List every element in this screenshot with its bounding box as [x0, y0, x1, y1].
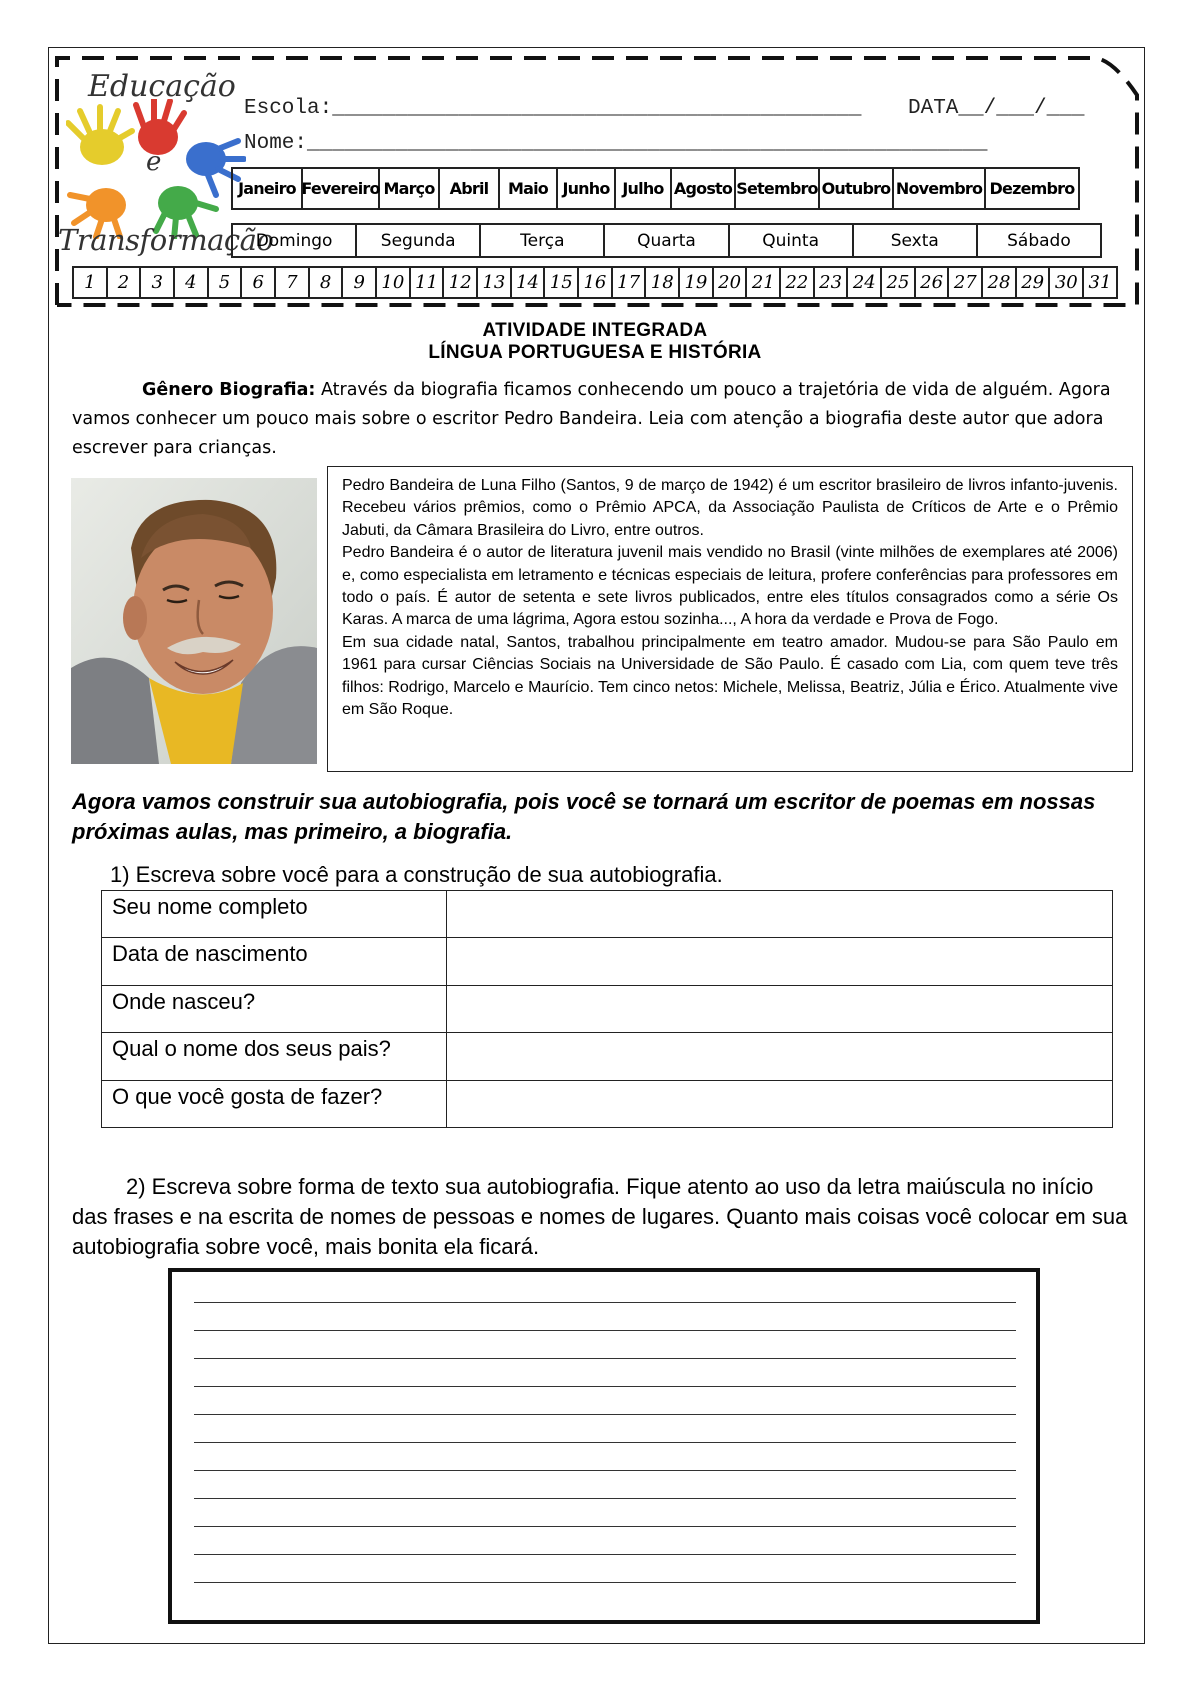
- day-cell[interactable]: 12: [444, 268, 478, 297]
- writing-line: [194, 1358, 1016, 1359]
- day-cell[interactable]: 28: [983, 268, 1017, 297]
- month-cell[interactable]: Janeiro: [233, 169, 303, 208]
- writing-line: [194, 1414, 1016, 1415]
- author-portrait-icon: [71, 478, 317, 764]
- intro-paragraph: [72, 376, 1118, 463]
- writing-line: [194, 1442, 1016, 1443]
- writing-line: [194, 1582, 1016, 1583]
- day-cell[interactable]: 22: [781, 268, 815, 297]
- day-cell[interactable]: 29: [1017, 268, 1051, 297]
- weekday-cell[interactable]: Terça: [481, 225, 605, 256]
- answer-cell[interactable]: [447, 1080, 1113, 1127]
- author-photo: [71, 478, 317, 764]
- day-cell[interactable]: 19: [680, 268, 714, 297]
- day-cell[interactable]: 26: [916, 268, 950, 297]
- day-cell[interactable]: 17: [613, 268, 647, 297]
- writing-line: [194, 1498, 1016, 1499]
- day-cell[interactable]: 24: [848, 268, 882, 297]
- weekdays-row: [231, 223, 1102, 258]
- day-cell[interactable]: 5: [209, 268, 243, 297]
- row-label: Data de nascimento: [102, 938, 447, 985]
- escola-label: Escola:: [244, 97, 333, 120]
- activity-title: ATIVIDADE INTEGRADA: [482, 320, 708, 341]
- call-to-action: Agora vamos construir sua autobiografia, pois você se tornará um escritor de poemas em nossas próximas aulas, mas primeiro, a biografia.: [72, 789, 1096, 844]
- row-label: Seu nome completo: [102, 891, 447, 938]
- nome-blank: ______________________________________________________: [307, 132, 988, 155]
- writing-line: [194, 1386, 1016, 1387]
- intro-label: Gênero Biografia:: [142, 380, 316, 400]
- month-cell[interactable]: Junho: [558, 169, 616, 208]
- day-cell[interactable]: 25: [882, 268, 916, 297]
- answer-cell[interactable]: [447, 891, 1113, 938]
- question-2: [72, 1172, 1132, 1262]
- writing-line: [194, 1470, 1016, 1471]
- day-cell[interactable]: 27: [949, 268, 983, 297]
- logo-text-top: Educação: [88, 69, 236, 104]
- days-row: [72, 266, 1118, 299]
- table-row: [102, 1080, 1113, 1127]
- day-cell[interactable]: 8: [310, 268, 344, 297]
- answer-table: [101, 890, 1113, 1128]
- day-cell[interactable]: 13: [478, 268, 512, 297]
- writing-line: [194, 1302, 1016, 1303]
- row-label: O que você gosta de fazer?: [102, 1080, 447, 1127]
- question-1: 1) Escreva sobre você para a construção de sua autobiografia.: [110, 862, 723, 887]
- day-cell[interactable]: 7: [276, 268, 310, 297]
- writing-box[interactable]: [168, 1268, 1040, 1624]
- weekday-cell[interactable]: Domingo: [233, 225, 357, 256]
- header-box: [54, 55, 1140, 307]
- month-cell[interactable]: Novembro: [894, 169, 986, 208]
- row-label: Onde nasceu?: [102, 985, 447, 1032]
- month-cell[interactable]: Agosto: [672, 169, 736, 208]
- bio-paragraph: Pedro Bandeira de Luna Filho (Santos, 9 de março de 1942) é um escritor brasileiro de livros infanto-juvenis. Recebeu vários prêmios, como o Prêmio APCA, da Associação Paulista de Críticos de Arte e o Prêmio Jabuti, da Câmara Brasileira do Livro, entre outros.: [342, 477, 1118, 539]
- day-cell[interactable]: 18: [646, 268, 680, 297]
- month-cell[interactable]: Abril: [440, 169, 500, 208]
- day-cell[interactable]: 14: [512, 268, 546, 297]
- day-cell[interactable]: 4: [175, 268, 209, 297]
- writing-line: [194, 1554, 1016, 1555]
- weekday-cell[interactable]: Segunda: [357, 225, 481, 256]
- nome-label: Nome:: [244, 132, 308, 155]
- bio-paragraph: Pedro Bandeira é o autor de literatura juvenil mais vendido no Brasil (vinte milhões de exemplares até 2006) e, como especialista em letramento e técnicas especiais de leitura, profere conferências para professores em todo o país. É autor de setenta e sete livros publicados, entre eles títulos consagrados como a série Os Karas. A marca de uma lágrima, Agora estou sozinha..., A hora da verdade e Prova de Fogo.: [342, 544, 1118, 629]
- month-cell[interactable]: Março: [380, 169, 440, 208]
- day-cell[interactable]: 3: [141, 268, 175, 297]
- month-cell[interactable]: Dezembro: [989, 179, 1075, 198]
- day-cell[interactable]: 15: [545, 268, 579, 297]
- month-cell[interactable]: Fevereiro: [303, 169, 380, 208]
- weekday-cell[interactable]: Sábado: [1007, 230, 1071, 251]
- weekday-cell[interactable]: Sexta: [854, 225, 978, 256]
- day-cell[interactable]: 9: [343, 268, 377, 297]
- bio-paragraph: Em sua cidade natal, Santos, trabalhou principalmente em teatro amador. Mudou-se para São Paulo em 1961 para cursar Ciências Sociais na Universidade de São Paulo. É casado com Lia, com quem teve três filhos: Rodrigo, Marcelo e Maurício. Tem cinco netos: Michele, Melissa, Beatriz, Júlia e Érico. Atualmente vive em São Roque.: [342, 633, 1118, 719]
- month-cell[interactable]: Outubro: [820, 169, 894, 208]
- answer-cell[interactable]: [447, 985, 1113, 1032]
- day-cell[interactable]: 6: [242, 268, 276, 297]
- months-row: [231, 167, 1080, 210]
- nome-field[interactable]: [244, 132, 988, 155]
- escola-blank: __________________________________________: [332, 97, 862, 120]
- escola-field[interactable]: [244, 97, 862, 120]
- writing-line: [194, 1526, 1016, 1527]
- intro-text: Através da biografia ficamos conhecendo um pouco a trajetória de vida de alguém. Agora vamos conhecer um pouco mais sobre o escritor Pedro Bandeira. Leia com atenção a biografia deste autor que adora escrever para crianças.: [72, 380, 1111, 458]
- table-row: [102, 1033, 1113, 1080]
- writing-line: [194, 1330, 1016, 1331]
- month-cell[interactable]: Maio: [500, 169, 558, 208]
- day-cell[interactable]: 23: [815, 268, 849, 297]
- weekday-cell[interactable]: Quarta: [605, 225, 729, 256]
- month-cell[interactable]: Julho: [616, 169, 672, 208]
- day-cell[interactable]: 31: [1088, 272, 1112, 293]
- day-cell[interactable]: 1: [74, 268, 108, 297]
- weekday-cell[interactable]: Quinta: [730, 225, 854, 256]
- day-cell[interactable]: 11: [411, 268, 445, 297]
- day-cell[interactable]: 20: [714, 268, 748, 297]
- table-row: [102, 985, 1113, 1032]
- question-2-text: 2) Escreva sobre forma de texto sua autobiografia. Fique atento ao uso da letra maiúscula no início das frases e na escrita de nomes de pessoas e nomes de lugares. Quanto mais coisas você colocar em sua autobiografia sobre você, mais bonita ela ficará.: [72, 1174, 1128, 1259]
- day-cell[interactable]: 30: [1050, 268, 1084, 297]
- day-cell[interactable]: 2: [108, 268, 142, 297]
- activity-subtitle: LÍNGUA PORTUGUESA E HISTÓRIA: [428, 342, 762, 363]
- biography-box: [327, 466, 1133, 772]
- data-label: DATA: [908, 97, 959, 120]
- data-field[interactable]: [908, 97, 1084, 120]
- answer-cell[interactable]: [447, 938, 1113, 985]
- day-cell[interactable]: 10: [377, 268, 411, 297]
- data-blank: __/___/___: [958, 97, 1085, 120]
- day-cell[interactable]: 21: [747, 268, 781, 297]
- logo-text-middle: e: [146, 147, 162, 177]
- month-cell[interactable]: Setembro: [736, 169, 820, 208]
- table-row: [102, 938, 1113, 985]
- logo-text-bottom: Transformação: [58, 223, 274, 257]
- row-label: Qual o nome dos seus pais?: [102, 1033, 447, 1080]
- table-row: [102, 891, 1113, 938]
- day-cell[interactable]: 16: [579, 268, 613, 297]
- answer-cell[interactable]: [447, 1033, 1113, 1080]
